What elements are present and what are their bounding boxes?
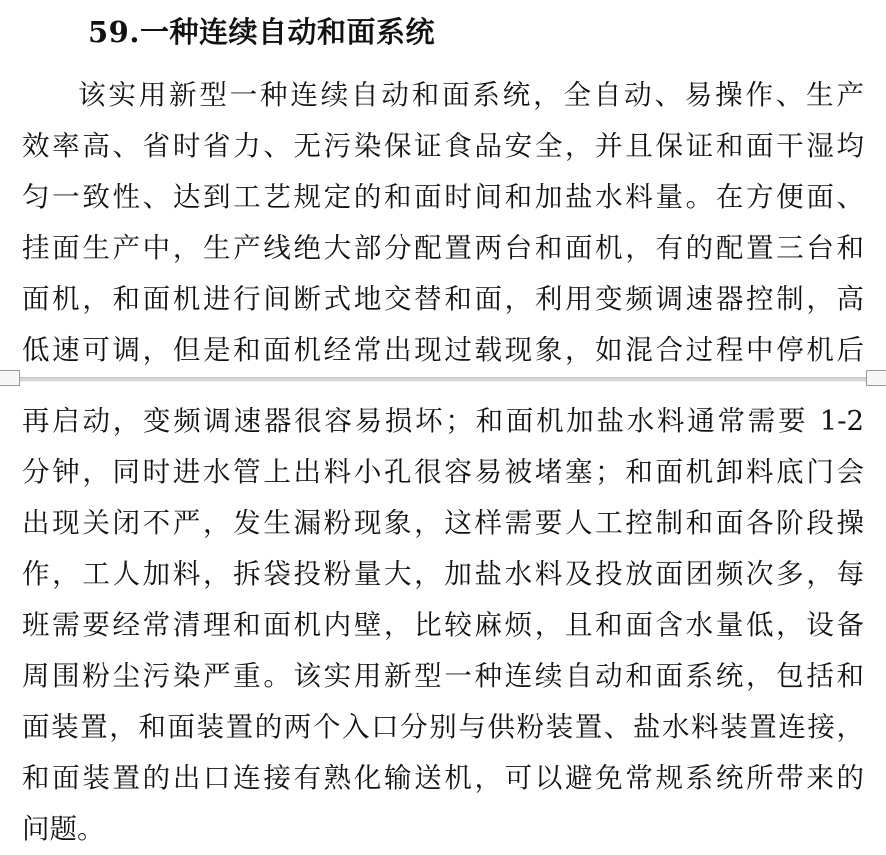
paragraph-page-2 [22,396,864,855]
text-line: 班需要经常清理和面机内壁，比较麻烦，且和面含水量低，设备 [22,609,864,641]
page-break-line [0,377,886,382]
text-line: 分钟，同时进水管上出料小孔很容易被堵塞；和面机卸料底门会 [22,456,864,488]
page-break-divider [0,368,886,390]
text-line: 面装置，和面装置的两个入口分别与供粉装置、盐水料装置连接， [22,711,864,743]
text-line: 低速可调，但是和面机经常出现过载现象，如混合过程中停机后 [22,334,864,366]
page-break-handle-left[interactable] [0,370,20,386]
text-line: 作，工人加料，拆袋投粉量大，加盐水料及投放面团频次多，每 [22,558,864,590]
paragraph-page-1 [22,70,864,376]
text-line: 挂面生产中，生产线绝大部分配置两台和面机，有的配置三台和 [22,232,864,264]
text-line: 再启动，变频调速器很容易损坏；和面机加盐水料通常需要 1-2 [22,405,864,437]
text-line: 匀一致性、达到工艺规定的和面时间和加盐水料量。在方便面、 [22,181,864,213]
text-line: 问题。 [22,813,105,845]
text-line: 该实用新型一种连续自动和面系统，全自动、易操作、生产 [78,79,864,111]
page-break-handle-right[interactable] [866,370,886,386]
section-title: 59.一种连续自动和面系统 [88,15,435,49]
text-line: 效率高、省时省力、无污染保证食品安全，并且保证和面干湿均 [22,130,864,162]
text-line: 出现关闭不严，发生漏粉现象，这样需要人工控制和面各阶段操 [22,507,864,539]
text-line: 面机，和面机进行间断式地交替和面，利用变频调速器控制，高 [22,283,864,315]
text-line: 和面装置的出口连接有熟化输送机，可以避免常规系统所带来的 [22,762,864,794]
text-line: 周围粉尘污染严重。该实用新型一种连续自动和面系统，包括和 [22,660,864,692]
